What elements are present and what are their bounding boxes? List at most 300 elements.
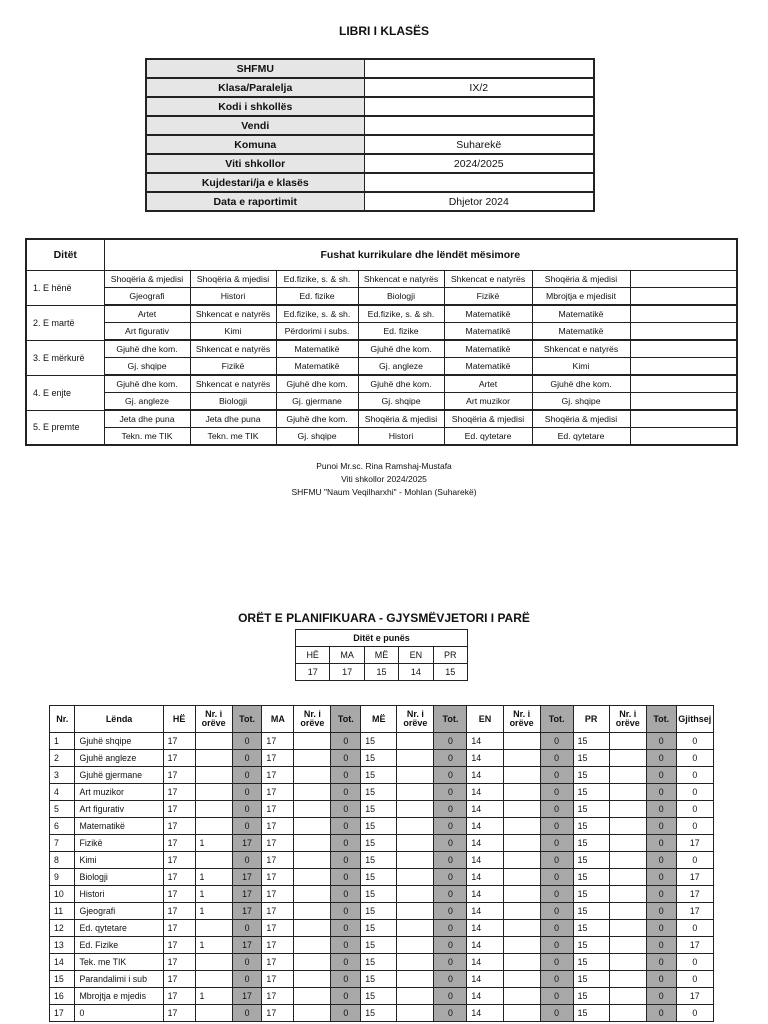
hours-cell: 17 [232, 903, 262, 920]
hours-cell: 0 [676, 852, 713, 869]
hours-cell: 17 [232, 988, 262, 1005]
schedule-day-name: 5. E premte [26, 410, 104, 445]
hours-cell: Gjuhë gjermane [75, 767, 163, 784]
schedule-lesson-cell: Mbrojtja e mjedisit [532, 288, 630, 306]
hours-cell: 0 [434, 784, 467, 801]
schedule-lesson-cell: Artet [104, 305, 190, 323]
hours-cell: 0 [331, 1005, 361, 1022]
hours-header-cell: PR [573, 706, 609, 733]
hours-cell: 0 [540, 733, 573, 750]
hours-cell: 17 [232, 937, 262, 954]
hours-cell: 14 [467, 1005, 503, 1022]
hours-cell: 15 [573, 1005, 609, 1022]
hours-cell: 15 [573, 801, 609, 818]
hours-cell: 17 [262, 954, 294, 971]
hours-cell [294, 937, 331, 954]
hours-cell: 17 [163, 920, 195, 937]
hours-cell [503, 920, 540, 937]
schedule-row [26, 375, 737, 393]
hours-cell: 17 [676, 988, 713, 1005]
schedule-lesson-cell: Ed. qytetare [532, 428, 630, 446]
hours-cell: 0 [434, 886, 467, 903]
hours-cell: 0 [331, 784, 361, 801]
hours-cell: 0 [540, 835, 573, 852]
hours-cell: 0 [646, 818, 676, 835]
hours-cell [609, 852, 646, 869]
hours-cell: 17 [676, 835, 713, 852]
hours-cell: Art figurativ [75, 801, 163, 818]
hours-cell: Gjeografi [75, 903, 163, 920]
hours-cell: 14 [467, 954, 503, 971]
hours-cell: 15 [361, 903, 397, 920]
schedule-header-subjects: Fushat kurrikulare dhe lëndët mësimore [104, 239, 737, 271]
schedule-lesson-cell: Gjuhë dhe kom. [358, 340, 444, 358]
hours-cell: 17 [262, 750, 294, 767]
hours-header-cell: HË [163, 706, 195, 733]
hours-cell: Kimi [75, 852, 163, 869]
hours-cell: 0 [232, 750, 262, 767]
schedule-lesson-cell: Fizikë [444, 288, 532, 306]
hours-cell: 15 [573, 954, 609, 971]
hours-cell: 15 [573, 733, 609, 750]
hours-cell: 0 [434, 818, 467, 835]
hours-cell: 14 [467, 971, 503, 988]
hours-cell: 0 [676, 801, 713, 818]
hours-cell: 0 [434, 988, 467, 1005]
schedule-lesson-cell: Gjuhë dhe kom. [104, 340, 190, 358]
hours-cell: 17 [262, 903, 294, 920]
hours-cell: 2 [50, 750, 75, 767]
hours-cell [503, 937, 540, 954]
schedule-lesson-cell: Jeta dhe puna [190, 410, 276, 428]
hours-cell: 14 [467, 937, 503, 954]
schedule-lesson-cell: Kimi [532, 358, 630, 376]
hours-cell [195, 801, 232, 818]
info-value: Suharekë [364, 135, 594, 154]
hours-cell: 0 [540, 750, 573, 767]
hours-cell: 15 [573, 971, 609, 988]
info-value: 2024/2025 [364, 154, 594, 173]
hours-cell: 15 [573, 835, 609, 852]
hours-cell [294, 903, 331, 920]
info-value [364, 59, 594, 78]
hours-cell [609, 954, 646, 971]
hours-cell: 15 [361, 988, 397, 1005]
hours-cell: 17 [262, 801, 294, 818]
hours-row [50, 767, 714, 784]
hours-row [50, 801, 714, 818]
hours-cell: 0 [676, 750, 713, 767]
hours-cell: 0 [434, 835, 467, 852]
workday-value: 17 [296, 664, 330, 681]
hours-cell: 0 [676, 954, 713, 971]
hours-header-cell: Tot. [331, 706, 361, 733]
hours-cell: 15 [573, 767, 609, 784]
info-row [146, 135, 594, 154]
hours-cell [503, 886, 540, 903]
workday-value: 15 [433, 664, 467, 681]
hours-cell: 15 [361, 835, 397, 852]
info-row [146, 154, 594, 173]
hours-cell: 15 [361, 750, 397, 767]
info-value: IX/2 [364, 78, 594, 97]
hours-cell [195, 1005, 232, 1022]
hours-cell [294, 750, 331, 767]
hours-cell: 12 [50, 920, 75, 937]
hours-header-cell: Tot. [646, 706, 676, 733]
schedule-lesson-cell: Shkencat e natyrës [190, 375, 276, 393]
schedule-lesson-cell: Fizikë [190, 358, 276, 376]
hours-cell: 1 [195, 869, 232, 886]
schedule-lesson-cell: Ed. qytetare [444, 428, 532, 446]
info-value [364, 173, 594, 192]
hours-row [50, 750, 714, 767]
info-label: Data e raportimit [146, 192, 364, 211]
hours-cell: 17 [262, 835, 294, 852]
schedule-lesson-cell: Art muzikor [444, 393, 532, 411]
hours-cell: 13 [50, 937, 75, 954]
schedule-lesson-cell: Matematikë [444, 305, 532, 323]
hours-cell [294, 818, 331, 835]
hours-cell: 17 [262, 937, 294, 954]
hours-cell: 14 [467, 750, 503, 767]
hours-header-cell: EN [467, 706, 503, 733]
hours-cell [503, 903, 540, 920]
hours-cell: 5 [50, 801, 75, 818]
schedule-lesson-cell: Kimi [190, 323, 276, 341]
schedule-row [26, 305, 737, 323]
schedule-lesson-cell [630, 428, 737, 446]
schedule-lesson-cell: Shkencat e natyrës [190, 340, 276, 358]
hours-cell [503, 801, 540, 818]
schedule-lesson-cell: Tekn. me TIK [190, 428, 276, 446]
info-row [146, 192, 594, 211]
hours-cell: 1 [195, 886, 232, 903]
hours-cell [294, 835, 331, 852]
schedule-lesson-cell: Shkencat e natyrës [358, 271, 444, 288]
hours-cell [503, 835, 540, 852]
hours-cell: 17 [262, 971, 294, 988]
hours-cell: 0 [540, 920, 573, 937]
hours-header-cell: Gjithsej [676, 706, 713, 733]
hours-cell: Parandalimi i sub [75, 971, 163, 988]
hours-cell: 15 [361, 954, 397, 971]
hours-header-cell: MË [361, 706, 397, 733]
schedule-lesson-cell: Shkencat e natyrës [444, 271, 532, 288]
schedule-row [26, 271, 737, 288]
hours-cell: 15 [573, 988, 609, 1005]
hours-cell [503, 971, 540, 988]
hours-header-cell: Nr. i orëve [294, 706, 331, 733]
credit-line: Punoi Mr.sc. Rina Ramshaj-Mustafa [316, 461, 452, 471]
hours-cell: 0 [434, 903, 467, 920]
hours-cell [397, 937, 434, 954]
info-row [146, 97, 594, 116]
hours-cell: 17 [262, 886, 294, 903]
hours-cell: 0 [540, 869, 573, 886]
hours-cell [609, 869, 646, 886]
hours-cell [397, 733, 434, 750]
hours-cell: 0 [331, 903, 361, 920]
hours-cell: 15 [361, 852, 397, 869]
hours-cell: 15 [361, 801, 397, 818]
weekly-schedule-table [25, 238, 738, 446]
hours-cell [503, 852, 540, 869]
hours-cell: 15 [361, 733, 397, 750]
hours-cell: 17 [676, 903, 713, 920]
hours-cell: 0 [676, 1005, 713, 1022]
schedule-lesson-cell [630, 323, 737, 341]
hours-cell [397, 903, 434, 920]
hours-cell [609, 1005, 646, 1022]
hours-header-cell: Nr. i orëve [609, 706, 646, 733]
schedule-day-name: 2. E martë [26, 305, 104, 340]
workday-label: PR [433, 647, 467, 664]
hours-cell [503, 784, 540, 801]
hours-header-cell: MA [262, 706, 294, 733]
hours-cell: 17 [262, 869, 294, 886]
hours-cell: 0 [540, 971, 573, 988]
schedule-lesson-cell [630, 271, 737, 288]
hours-cell: 0 [540, 1005, 573, 1022]
hours-cell: 14 [467, 903, 503, 920]
hours-cell: 0 [434, 971, 467, 988]
info-row [146, 59, 594, 78]
hours-cell: 17 [163, 818, 195, 835]
schedule-lesson-cell: Matematikë [276, 340, 358, 358]
schedule-lesson-cell: Matematikë [444, 323, 532, 341]
schedule-day-name: 1. E hënë [26, 271, 104, 306]
hours-row [50, 784, 714, 801]
hours-cell: 17 [232, 886, 262, 903]
hours-cell: 0 [232, 954, 262, 971]
schedule-lesson-cell: Gj. shqipe [358, 393, 444, 411]
info-row [146, 173, 594, 192]
hours-cell [294, 801, 331, 818]
schedule-lesson-cell [630, 340, 737, 358]
hours-cell [294, 971, 331, 988]
hours-cell [294, 988, 331, 1005]
schedule-lesson-cell: Gjuhë dhe kom. [104, 375, 190, 393]
hours-cell: 15 [573, 869, 609, 886]
schedule-lesson-cell: Gjeografi [104, 288, 190, 306]
schedule-lesson-cell: Shkencat e natyrës [190, 305, 276, 323]
hours-cell [195, 852, 232, 869]
hours-cell: 14 [467, 733, 503, 750]
hours-cell: 15 [573, 937, 609, 954]
hours-cell: 0 [232, 971, 262, 988]
hours-cell: 0 [646, 835, 676, 852]
info-label: Kujdestari/ja e klasës [146, 173, 364, 192]
hours-cell: 17 [163, 767, 195, 784]
schedule-row [26, 393, 737, 411]
hours-cell: 4 [50, 784, 75, 801]
schedule-lesson-cell: Tekn. me TIK [104, 428, 190, 446]
hours-cell: 6 [50, 818, 75, 835]
hours-cell [397, 1005, 434, 1022]
schedule-lesson-cell: Gjuhë dhe kom. [276, 410, 358, 428]
hours-cell: 0 [331, 835, 361, 852]
hours-cell: Art muzikor [75, 784, 163, 801]
schedule-lesson-cell: Ed. fizike [358, 323, 444, 341]
hours-cell: Histori [75, 886, 163, 903]
hours-cell: 0 [434, 937, 467, 954]
hours-cell [397, 784, 434, 801]
hours-cell: 0 [540, 954, 573, 971]
hours-row [50, 835, 714, 852]
hours-cell [609, 835, 646, 852]
hours-cell: 16 [50, 988, 75, 1005]
hours-cell: 15 [573, 784, 609, 801]
info-label: Komuna [146, 135, 364, 154]
hours-cell: 0 [676, 767, 713, 784]
schedule-lesson-cell: Gj. shqipe [276, 428, 358, 446]
hours-cell: 0 [676, 818, 713, 835]
hours-cell: 15 [573, 920, 609, 937]
schedule-lesson-cell: Matematikë [532, 323, 630, 341]
hours-cell: 0 [434, 767, 467, 784]
hours-cell: 0 [676, 784, 713, 801]
hours-cell: 15 [573, 886, 609, 903]
hours-cell: 15 [361, 971, 397, 988]
workday-value: 15 [364, 664, 398, 681]
hours-cell: 0 [434, 801, 467, 818]
hours-cell [609, 937, 646, 954]
hours-cell: 0 [232, 767, 262, 784]
hours-cell [609, 801, 646, 818]
hours-header-cell: Lënda [75, 706, 163, 733]
hours-row [50, 971, 714, 988]
hours-cell: 9 [50, 869, 75, 886]
hours-cell: 0 [232, 920, 262, 937]
class-info-table [145, 58, 595, 212]
hours-cell: 15 [573, 818, 609, 835]
hours-cell: 1 [195, 903, 232, 920]
schedule-lesson-cell: Përdorimi i subs. [276, 323, 358, 341]
hours-cell: 17 [163, 750, 195, 767]
schedule-lesson-cell: Gjuhë dhe kom. [532, 375, 630, 393]
hours-cell: 1 [195, 988, 232, 1005]
schedule-lesson-cell: Gj. angleze [104, 393, 190, 411]
hours-cell [503, 954, 540, 971]
hours-cell: 0 [331, 852, 361, 869]
hours-cell: 17 [676, 869, 713, 886]
hours-cell [609, 988, 646, 1005]
hours-row [50, 903, 714, 920]
hours-cell: 17 [163, 1005, 195, 1022]
schedule-header-days: Ditët [26, 239, 104, 271]
schedule-row [26, 428, 737, 446]
hours-cell: 17 [262, 733, 294, 750]
hours-cell: 0 [331, 733, 361, 750]
schedule-lesson-cell: Shoqëria & mjedisi [104, 271, 190, 288]
hours-cell: 14 [467, 886, 503, 903]
schedule-day-name: 4. E enjte [26, 375, 104, 410]
hours-cell: 15 [573, 852, 609, 869]
hours-cell: 0 [540, 988, 573, 1005]
hours-cell: 14 [467, 869, 503, 886]
schedule-lesson-cell: Art figurativ [104, 323, 190, 341]
hours-cell [503, 1005, 540, 1022]
document-title: LIBRI I KLASËS [338, 24, 429, 38]
schedule-lesson-cell: Shoqëria & mjedisi [532, 410, 630, 428]
schedule-lesson-cell: Matematikë [444, 340, 532, 358]
hours-cell [294, 784, 331, 801]
hours-cell: 0 [434, 920, 467, 937]
hours-cell: Tek. me TIK [75, 954, 163, 971]
hours-cell [397, 818, 434, 835]
hours-cell: 0 [646, 869, 676, 886]
hours-cell: 17 [262, 784, 294, 801]
schedule-lesson-cell: Gj. shqipe [532, 393, 630, 411]
workdays-table [295, 629, 468, 681]
hours-header-cell: Tot. [540, 706, 573, 733]
schedule-lesson-cell: Histori [358, 428, 444, 446]
hours-cell [195, 954, 232, 971]
hours-cell [503, 733, 540, 750]
hours-cell [503, 750, 540, 767]
hours-row [50, 937, 714, 954]
schedule-lesson-cell [630, 375, 737, 393]
hours-cell [609, 971, 646, 988]
hours-header-cell: Nr. i orëve [503, 706, 540, 733]
hours-cell: 17 [163, 954, 195, 971]
hours-cell: 15 [50, 971, 75, 988]
hours-cell: 0 [434, 852, 467, 869]
hours-cell: 0 [540, 801, 573, 818]
hours-cell: 0 [676, 920, 713, 937]
hours-cell: 14 [467, 784, 503, 801]
hours-cell [609, 903, 646, 920]
hours-cell: 0 [646, 852, 676, 869]
workday-label: MË [364, 647, 398, 664]
schedule-lesson-cell [630, 358, 737, 376]
hours-cell: Ed. qytetare [75, 920, 163, 937]
hours-cell: 17 [163, 852, 195, 869]
hours-header-cell: Tot. [232, 706, 262, 733]
schedule-lesson-cell: Gj. shqipe [104, 358, 190, 376]
workday-label: MA [330, 647, 364, 664]
hours-cell [397, 801, 434, 818]
schedule-lesson-cell: Artet [444, 375, 532, 393]
schedule-lesson-cell: Gjuhë dhe kom. [276, 375, 358, 393]
schedule-lesson-cell: Gj. angleze [358, 358, 444, 376]
hours-cell: 0 [676, 971, 713, 988]
hours-cell: 0 [331, 920, 361, 937]
hours-cell: 0 [646, 954, 676, 971]
hours-cell [195, 784, 232, 801]
hours-cell [609, 818, 646, 835]
hours-cell: 17 [262, 920, 294, 937]
hours-cell: 17 [676, 937, 713, 954]
hours-cell [503, 988, 540, 1005]
schedule-lesson-cell: Shoqëria & mjedisi [532, 271, 630, 288]
schedule-lesson-cell [630, 305, 737, 323]
schedule-lesson-cell [630, 410, 737, 428]
hours-cell [397, 835, 434, 852]
hours-cell: 17 [676, 886, 713, 903]
hours-header-cell: Nr. i orëve [195, 706, 232, 733]
hours-cell: 0 [331, 971, 361, 988]
hours-cell: Biologji [75, 869, 163, 886]
hours-cell [397, 988, 434, 1005]
hours-cell [294, 886, 331, 903]
hours-cell: 15 [361, 937, 397, 954]
hours-cell: 0 [434, 1005, 467, 1022]
schedule-lesson-cell [630, 288, 737, 306]
hours-row [50, 733, 714, 750]
hours-cell [503, 818, 540, 835]
